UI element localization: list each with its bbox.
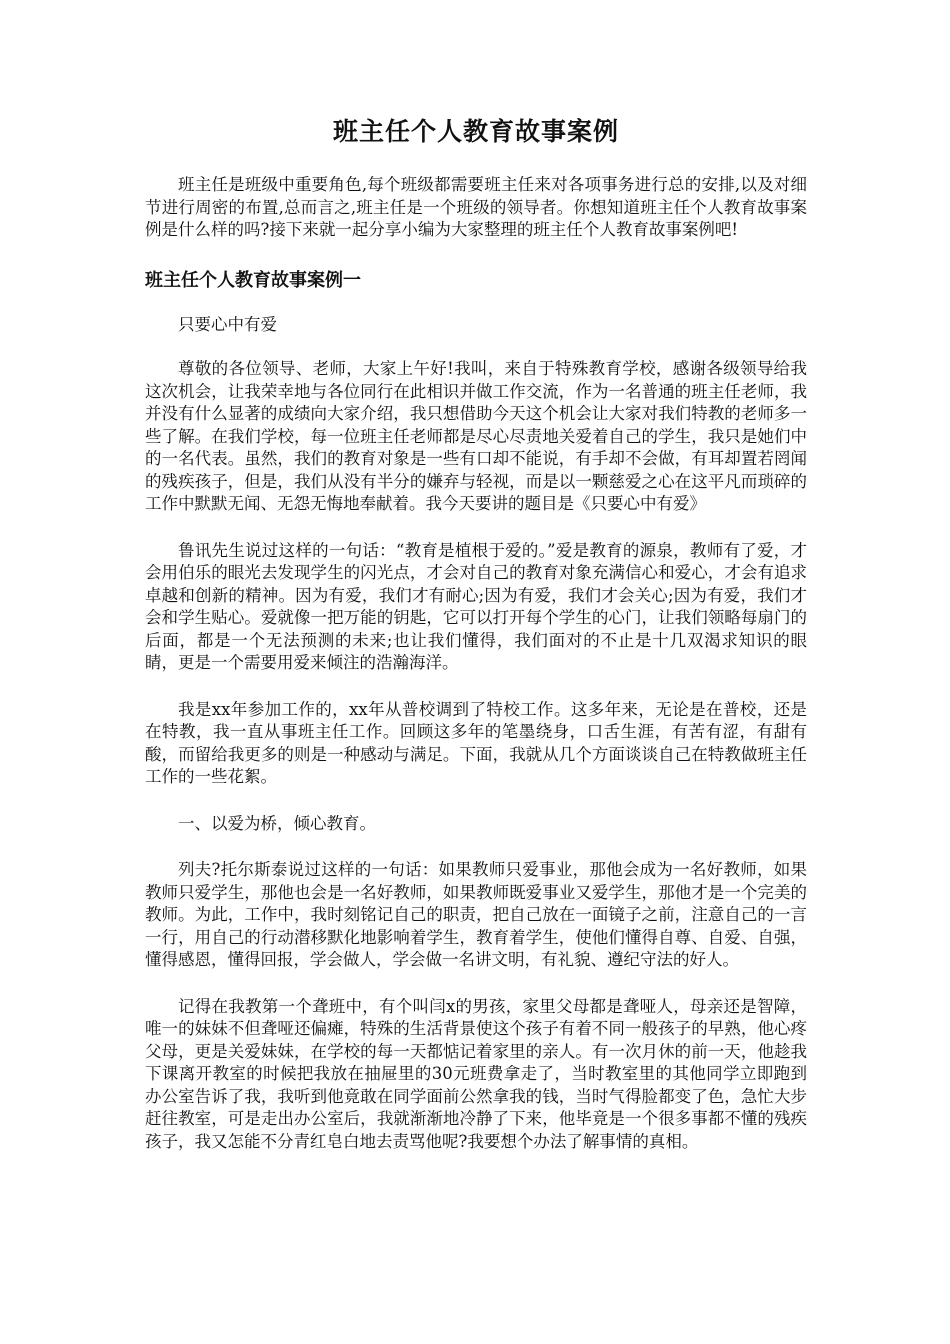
- body-paragraph-1: 尊敬的各位领导、老师，大家上午好!我叫，来自于特殊教育学校，感谢各级领导给我这次机会，让我荣幸地与各位同行在此相识并做工作交流，作为一名普通的班主任老师，我并没有什么显著的成绩向大家介绍，我只想借助今天这个机会让大家对我们特教的老师多一些了解。在我们学校，每一位班主任老师都是尽心尽责地关爱着自己的学生，我只是她们中的一名代表。虽然，我们的教育对象是一些有口却不能说，有手却不会做，有耳却置若罔闻的残疾孩子，但是，我们从没有半分的嫌弃与轻视，而是以一颗慈爱之心在这平凡而琐碎的工作中默默无闻、无怨无悔地奉献着。我今天要讲的题目是《只要心中有爱》: [145, 359, 807, 513]
- story-subtitle: 只要心中有爱: [178, 314, 277, 334]
- body-paragraph-2: 鲁讯先生说过这样的一句话：“教育是植根于爱的。”爱是教育的源泉，教师有了爱，才会用伯乐的眼光去发现学生的闪光点，才会对自己的教育对象充满信心和爱心，才会有追求卓越和创新的精神。因为有爱，我们才有耐心;因为有爱，我们才会关心;因为有爱，我们才会和学生贴心。爱就像一把万能的钥匙，它可以打开每个学生的心门，让我们领略每扇门的后面，都是一个无法预测的未来;也让我们懂得，我们面对的不止是十几双渴求知识的眼睛，更是一个需要用爱来倾注的浩瀚海洋。: [145, 540, 807, 672]
- intro-paragraph: 班主任是班级中重要角色,每个班级都需要班主任来对各项事务进行总的安排,以及对细节进行周密的布置,总而言之,班主任是一个班级的领导者。你想知道班主任个人教育故事案例是什么样的吗?接下来就一起分享小编为大家整理的班主任个人教育故事案例吧!: [145, 175, 807, 239]
- document-page: [145, 112, 807, 1153]
- section-heading: 班主任个人教育故事案例一: [145, 269, 361, 291]
- document-title: 班主任个人教育故事案例: [332, 117, 619, 146]
- body-paragraph-3: 我是xx年参加工作的，xx年从普校调到了特校工作。这多年来，无论是在普校，还是在特教，我一直从事班主任工作。回顾这多年的笔墨绕身，口舌生涯，有苦有涩，有甜有酸，而留给我更多的则是一种感动与满足。下面，我就从几个方面谈谈自己在特教做班主任工作的一些花絮。: [145, 699, 807, 786]
- body-paragraph-6: 记得在我教第一个聋班中，有个叫闫x的男孩，家里父母都是聋哑人，母亲还是智障，唯一的妹妹不但聋哑还偏瘫，特殊的生活背景使这个孩子有着不同一般孩子的早熟，他心疼父母，更是关爱妹妹，在学校的每一天都惦记着家里的亲人。有一次月休的前一天，他趁我下课离开教室的时候把我放在抽屉里的30元班费拿走了，当时教室里的其他同学立即跑到办公室告诉了我，我听到他竟敢在同学面前公然拿我的钱，当时气得脸都变了色，急忙大步赶往教室，可是走出办公室后，我就渐渐地冷静了下来，他毕竟是一个很多事都不懂的残疾孩子，我又怎能不分青红皂白地去责骂他呢?我要想个办法了解事情的真相。: [145, 996, 807, 1151]
- body-paragraph-5: 列夫?托尔斯泰说过这样的一句话：如果教师只爱事业，那他会成为一名好教师，如果教师只爱学生，那他也会是一名好教师，如果教师既爱事业又爱学生，那他才是一个完美的教师。为此，工作中，我时刻铭记自己的职责，把自己放在一面镜子之前，注意自己的一言一行，用自己的行动潜移默化地影响着学生，教育着学生，使他们懂得自尊、自爱、自强，懂得感恩，懂得回报，学会做人，学会做一名讲文明，有礼貌、遵纪守法的好人。: [145, 860, 807, 969]
- body-paragraph-4: 一、以爱为桥，倾心教育。: [178, 813, 376, 833]
